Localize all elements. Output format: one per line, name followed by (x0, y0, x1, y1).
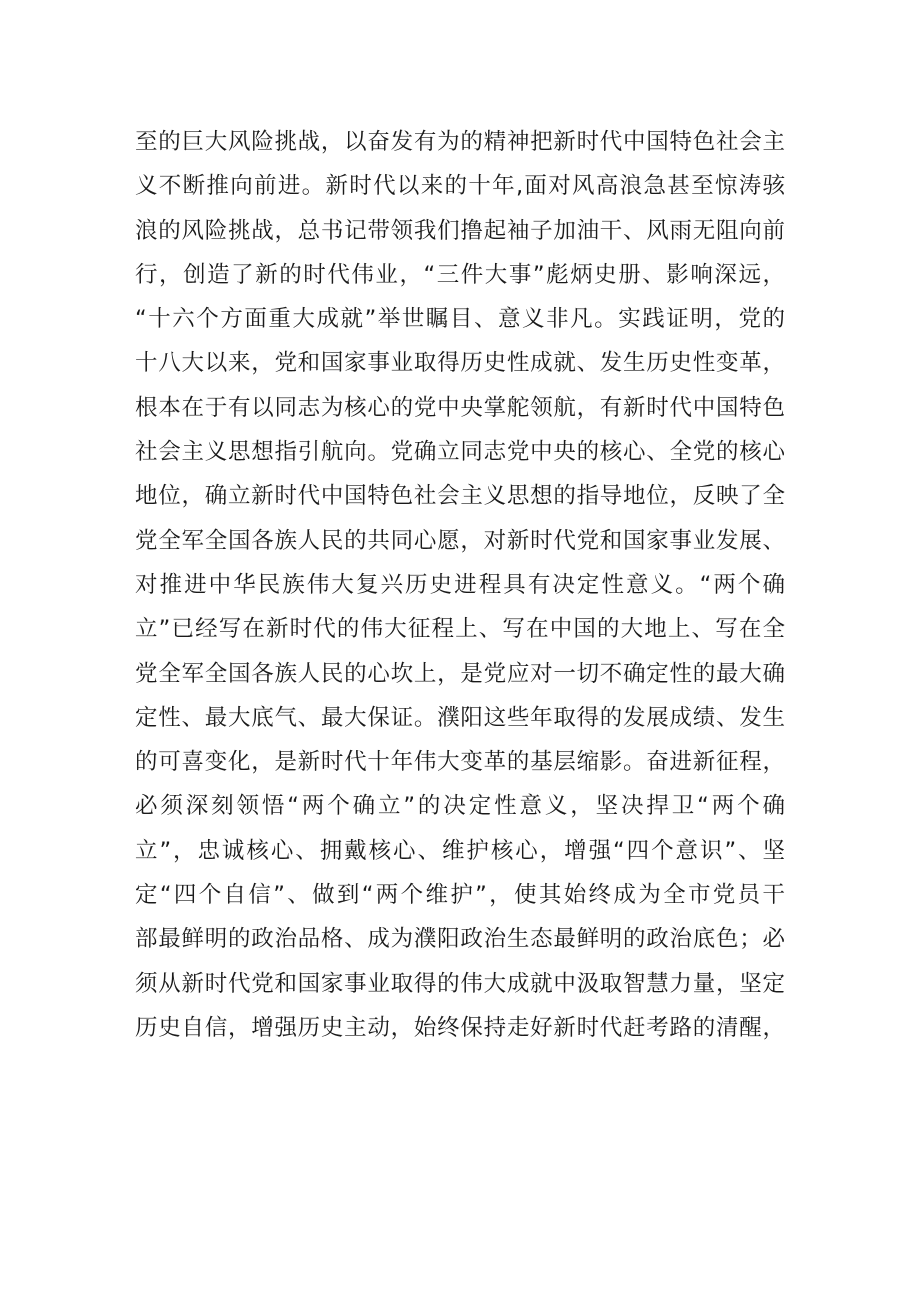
text-line: 定“四个自信”、做到“两个维护”，使其始终成为全市党员干 (135, 882, 785, 909)
text-line: 立”，忠诚核心、拥戴核心、维护核心，增强“四个意识”、坚 (135, 837, 785, 864)
text-line: 义不断推向前进。新时代以来的十年,面对风高浪急甚至惊涛骇 (135, 173, 785, 200)
text-line: 党全军全国各族人民的心坎上，是党应对一切不确定性的最大确 (135, 660, 785, 687)
text-line: 必须深刻领悟“两个确立”的决定性意义，坚决捍卫“两个确 (135, 793, 785, 820)
text-line: 至的巨大风险挑战，以奋发有为的精神把新时代中国特色社会主 (135, 129, 785, 155)
text-line: 行，创造了新的时代伟业，“三件大事”彪炳史册、影响深远， (135, 261, 785, 288)
text-line: 地位，确立新时代中国特色社会主义思想的指导地位，反映了全 (135, 483, 785, 510)
text-line: “十六个方面重大成就”举世瞩目、意义非凡。实践证明，党的 (135, 306, 785, 333)
text-line: 对推进中华民族伟大复兴历史进程具有决定性意义。“两个确 (135, 571, 785, 598)
text-line: 定性、最大底气、最大保证。濮阳这些年取得的发展成绩、发生 (135, 704, 785, 731)
text-line: 十八大以来，党和国家事业取得历史性成就、发生历史性变革， (135, 350, 785, 377)
body-paragraph (135, 120, 785, 1050)
text-line: 的可喜变化，是新时代十年伟大变革的基层缩影。奋进新征程， (135, 749, 785, 776)
text-line: 党全军全国各族人民的共同心愿，对新时代党和国家事业发展、 (135, 527, 785, 554)
text-line: 浪的风险挑战，总书记带领我们撸起袖子加油干、风雨无阻向前 (135, 217, 785, 244)
text-line: 社会主义思想指引航向。党确立同志党中央的核心、全党的核心 (135, 439, 785, 466)
text-line: 须从新时代党和国家事业取得的伟大成就中汲取智慧力量，坚定 (135, 970, 785, 997)
text-line: 根本在于有以同志为核心的党中央掌舵领航，有新时代中国特色 (135, 394, 785, 421)
text-line: 历史自信，增强历史主动，始终保持走好新时代赶考路的清醒， (135, 1014, 785, 1041)
text-line: 部最鲜明的政治品格、成为濮阳政治生态最鲜明的政治底色；必 (135, 926, 785, 953)
text-line: 立”已经写在新时代的伟大征程上、写在中国的大地上、写在全 (135, 616, 785, 643)
